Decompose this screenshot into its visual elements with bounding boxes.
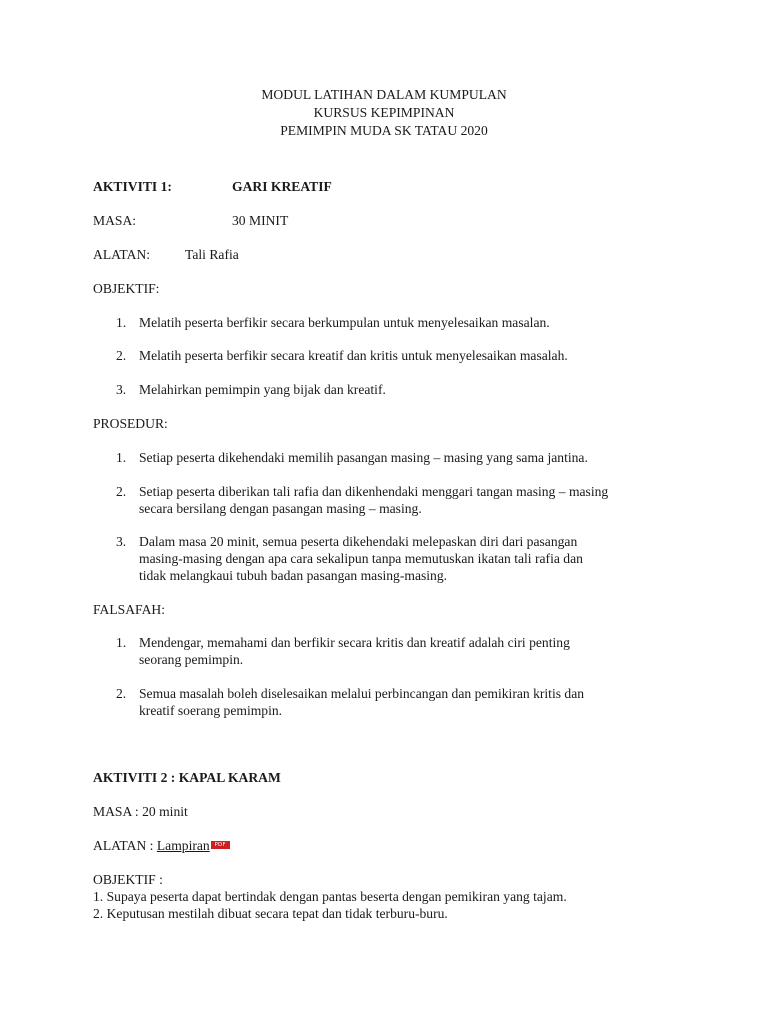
activity1-alatan-value: Tali Rafia — [185, 247, 239, 262]
activity2-objektif-2: 2. Keputusan mestilah dibuat secara tepat dan tidak terburu-buru. — [93, 906, 448, 921]
prosedur-2-text-line1: Setiap peserta diberikan tali rafia dan dikenhendaki menggari tangan masing – masing — [139, 484, 609, 499]
activity2-masa: MASA : 20 minit — [93, 804, 188, 819]
activity2-title: AKTIVITI 2 : KAPAL KARAM — [93, 770, 281, 785]
objektif-3-text: Melahirkan pemimpin yang bijak dan kreatif. — [139, 382, 386, 397]
falsafah-2-number: 2. — [116, 686, 127, 701]
activity2-objektif-heading: OBJEKTIF : — [93, 872, 163, 887]
prosedur-1-text: Setiap peserta dikehendaki memilih pasangan masing – masing yang sama jantina. — [139, 450, 588, 465]
header-school-line: PEMIMPIN MUDA SK TATAU 2020 — [280, 123, 488, 138]
objektif-1-number: 1. — [116, 315, 127, 330]
activity1-title: GARI KREATIF — [232, 179, 332, 194]
objektif-3-number: 3. — [116, 382, 127, 397]
falsafah-heading: FALSAFAH: — [93, 602, 166, 617]
activity1-masa-value: 30 MINIT — [232, 213, 289, 228]
falsafah-1-text-line1: Mendengar, memahami dan berfikir secara kritis dan kreatif adalah ciri penting — [139, 635, 570, 650]
prosedur-3-text-line1: Dalam masa 20 minit, semua peserta dikehendaki melepaskan diri dari pasangan — [139, 534, 578, 549]
prosedur-heading: PROSEDUR: — [93, 416, 168, 431]
header-subtitle: KURSUS KEPIMPINAN — [313, 105, 455, 120]
activity1-label: AKTIVITI 1: — [93, 179, 172, 194]
lampiran-link[interactable]: Lampiran — [156, 838, 210, 853]
activity1-masa-label: MASA: — [93, 213, 137, 228]
falsafah-2-text-line1: Semua masalah boleh diselesaikan melalui perbincangan dan pemikiran kritis dan — [139, 686, 585, 701]
activity1-alatan-label: ALATAN: — [93, 247, 151, 262]
prosedur-3-text-line3: tidak melangkaui tubuh badan pasangan masing-masing. — [139, 568, 448, 583]
objektif-2-text: Melatih peserta berfikir secara kreatif dan kritis untuk menyelesaikan masalah. — [139, 348, 568, 363]
prosedur-3-text-line2: masing-masing dengan apa cara sekalipun tanpa memutuskan ikatan tali rafia dan — [139, 551, 583, 566]
prosedur-1-number: 1. — [116, 450, 127, 465]
pdf-icon[interactable]: PDF — [211, 841, 230, 849]
objektif-1-text: Melatih peserta berfikir secara berkumpulan untuk menyelesaikan masalan. — [139, 315, 550, 330]
activity2-alatan — [93, 837, 230, 854]
activity2-alatan-label: ALATAN : — [93, 838, 157, 853]
objektif-2-number: 2. — [116, 348, 127, 363]
falsafah-1-number: 1. — [116, 635, 127, 650]
header-title: MODUL LATIHAN DALAM KUMPULAN — [261, 87, 507, 102]
falsafah-1-text-line2: seorang pemimpin. — [139, 652, 244, 667]
falsafah-2-text-line2: kreatif soerang pemimpin. — [139, 703, 283, 718]
activity1-objektif-heading: OBJEKTIF: — [93, 281, 160, 296]
prosedur-2-number: 2. — [116, 484, 127, 499]
prosedur-2-text-line2: secara bersilang dengan pasangan masing – masing. — [139, 501, 422, 516]
document-header — [0, 86, 768, 140]
prosedur-3-number: 3. — [116, 534, 127, 549]
activity2-objektif-1: 1. Supaya peserta dapat bertindak dengan pantas beserta dengan pemikiran yang tajam. — [93, 889, 567, 904]
